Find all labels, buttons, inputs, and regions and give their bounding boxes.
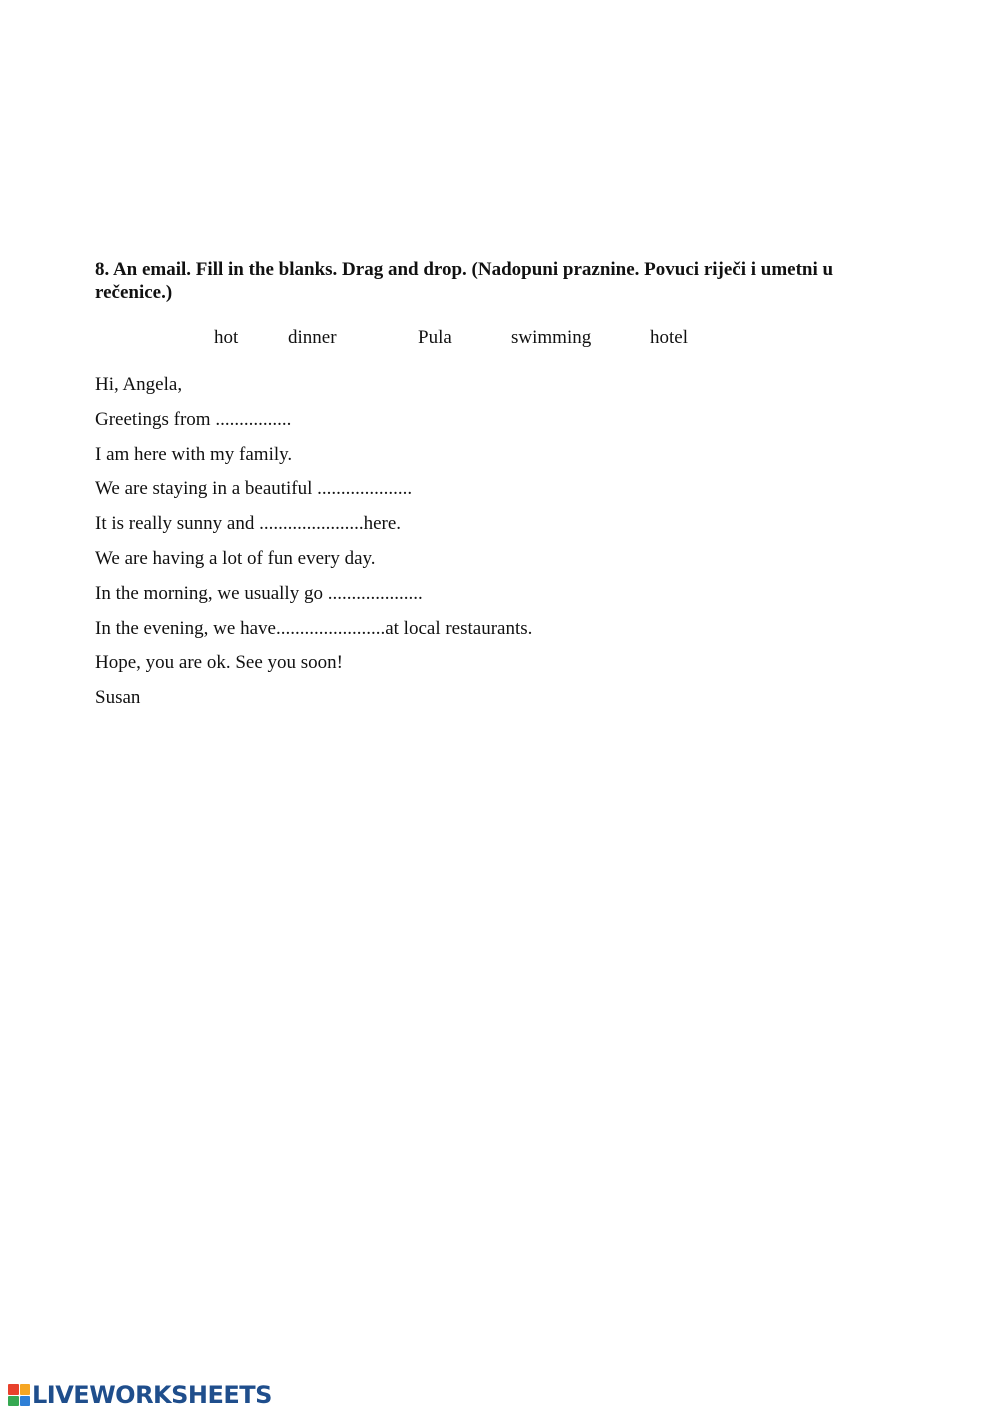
email-text: Susan: [95, 687, 141, 709]
email-line-fun: [95, 547, 915, 582]
exercise-instructions: 8. An email. Fill in the blanks. Drag and drop. (Nadopuni praznine. Povuci riječi i umetni u rečenice.): [95, 259, 834, 303]
blank-drop-zone-4[interactable]: ....................: [327, 582, 423, 604]
logo-block: [8, 1384, 19, 1395]
email-line-evening: [95, 617, 915, 652]
liveworksheets-logo[interactable]: [8, 1382, 272, 1408]
email-line-greeting: [95, 373, 915, 408]
email-line-staying: [95, 477, 915, 512]
email-line-signature: [95, 686, 915, 721]
email-text: at local restaurants.: [385, 617, 533, 639]
email-line-closing: [95, 651, 915, 686]
email-line-weather: [95, 512, 915, 547]
blank-drop-zone-3[interactable]: ......................: [259, 513, 364, 535]
email-text: In the morning, we usually go: [95, 582, 328, 604]
word-bank-item-swimming[interactable]: swimming: [511, 327, 592, 348]
email-text: It is really sunny and: [95, 513, 260, 535]
email-text: I am here with my family.: [95, 443, 293, 465]
word-bank: [0, 327, 1000, 353]
email-text: Hope, you are ok. See you soon!: [95, 652, 344, 674]
email-text: Greetings from: [95, 408, 216, 430]
logo-block: [8, 1396, 19, 1407]
blank-drop-zone-2[interactable]: ....................: [317, 478, 413, 500]
email-text: We are staying in a beautiful: [95, 478, 318, 500]
email-text: here.: [363, 513, 402, 535]
logo-blocks-icon: [8, 1384, 30, 1406]
logo-block: [20, 1396, 31, 1407]
logo-block: [20, 1384, 31, 1395]
blank-drop-zone-1[interactable]: ................: [215, 408, 292, 430]
email-line-morning: [95, 582, 915, 617]
email-line-greetings-from: [95, 408, 915, 443]
word-bank-item-pula[interactable]: Pula: [418, 327, 452, 348]
email-line-family: [95, 443, 915, 478]
logo-wordmark: LIVEWORKSHEETS: [32, 1381, 272, 1409]
email-text: We are having a lot of fun every day.: [95, 547, 376, 569]
email-body: [95, 373, 915, 721]
word-bank-item-hotel[interactable]: hotel: [650, 327, 688, 348]
word-bank-item-hot[interactable]: hot: [214, 327, 239, 348]
word-bank-item-dinner[interactable]: dinner: [288, 327, 337, 348]
blank-drop-zone-5[interactable]: .......................: [275, 617, 386, 639]
email-text: In the evening, we have: [95, 617, 276, 639]
email-text: Hi, Angela,: [95, 374, 183, 395]
